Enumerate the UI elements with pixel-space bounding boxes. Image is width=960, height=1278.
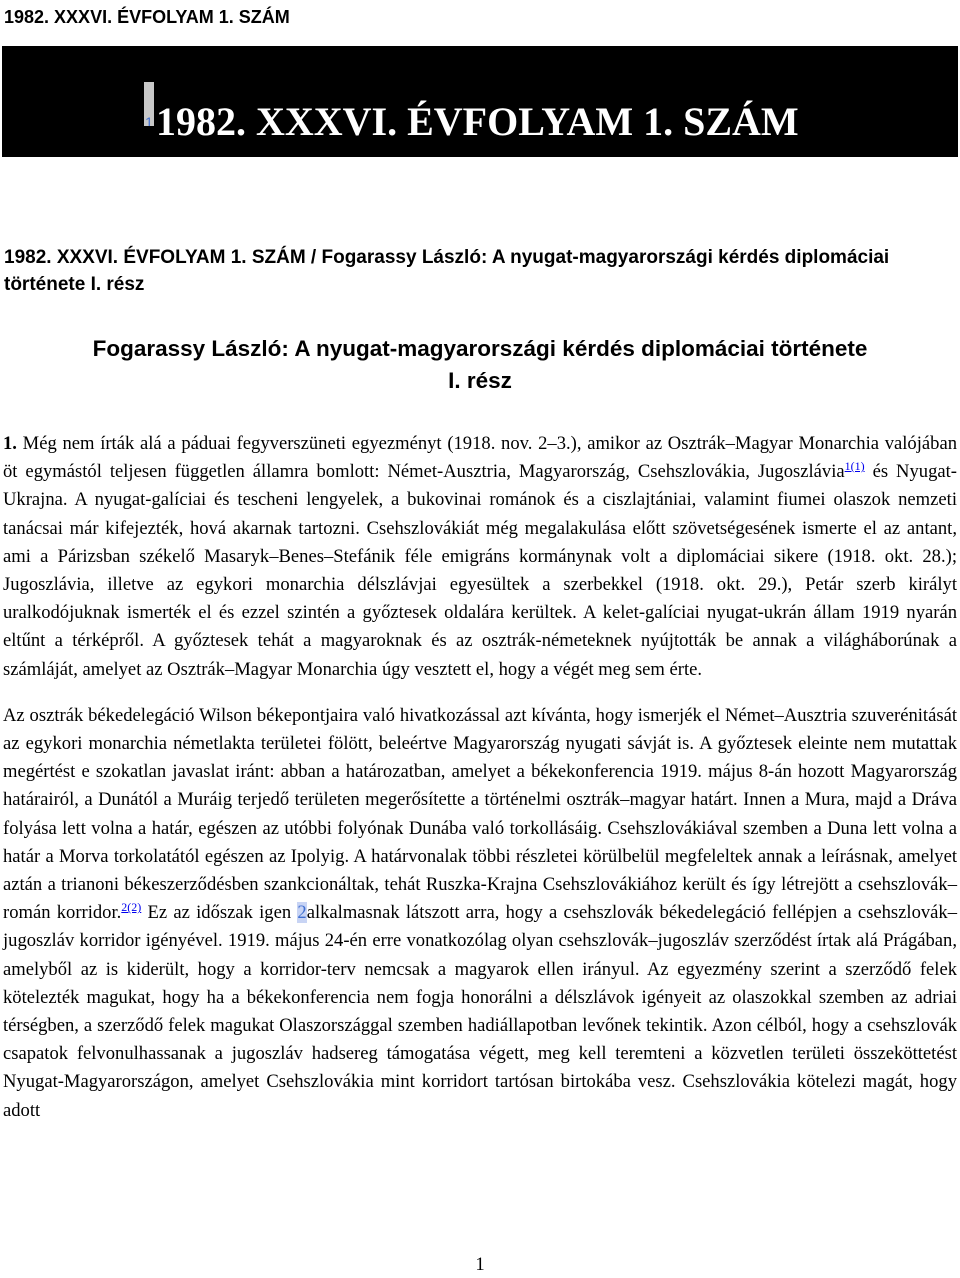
footnote-link-2[interactable]: 2(2) <box>121 900 142 915</box>
breadcrumb: 1982. XXXVI. ÉVFOLYAM 1. SZÁM / Fogarassy László: A nyugat-magyarországi kérdés diplomáciai története I. rész <box>4 247 890 295</box>
page-break-marker[interactable]: 2 <box>297 902 307 924</box>
footnote-ref-1 <box>845 459 865 473</box>
paragraph-2 <box>3 702 957 1125</box>
paragraph-1-text-a: Még nem írták alá a páduai fegyverszüneti egyezményt (1918. nov. 2–3.), amikor az Osztrák–Magyar Monarchia valójában öt egymástól teljesen független államra bomlott: Német-Ausztria, Magyarország, Csehszlovákia, Jugoszlávia <box>3 433 957 483</box>
page-anchor-marker[interactable]: 1 <box>144 82 154 126</box>
footnote-link-1[interactable]: 1(1) <box>844 459 865 474</box>
article-title-part: I. rész <box>448 368 512 393</box>
paragraph-1 <box>3 430 957 684</box>
paragraph-1-text-b: és Nyugat-Ukrajna. A nyugat-galíciai és teschenі lengyelek, a bukovinai románok és a ciszlajtániai, valamint fiumei olaszok nemzeti tanácsai már kifejezték, hová akarnak tartozni. Csehszlovákiát még megalakulása előtt szövetségesének ismerte el az antant, ami a Párizsban székelő Masaryk–Benes–Stefánik féle emigráns kormánynak volt a diplomáciai sikere (1918. okt. 28.); Jugoszlávia, illetve az egykori monarchia délszlávjai egyesültek a szerbekkel (1918. okt. 29.), Petár szerb királyt uralkodójuknak ismerték el és ezzel szintén a győztesek oldalára kerültek. A kelet-galíciai nyugat-ukrán állam 1919 nyarán eltűnt a térképről. A győztesek tehát a magyaroknak és az osztrák-németeknek nyújtották be annak a világháborúnak a számláját, amelyet az Osztrák–Magyar Monarchia úgy vesztett el, hogy a végét meg sem érte. <box>3 461 957 680</box>
article-title-main: Fogarassy László: A nyugat-magyarországi kérdés diplomáciai története <box>92 336 868 361</box>
title-banner <box>2 46 958 157</box>
section-number: 1. <box>3 433 17 454</box>
running-header: 1982. XXXVI. ÉVFOLYAM 1. SZÁM <box>4 7 290 27</box>
paragraph-2-text-c: alkalmasnak látszott arra, hogy a csehszlovák békedelegáció fellépjen a csehszlovák–jugoszláv korridor igényével. 1919. május 24-én erre vonatkozólag olyan csehszlovák–jugoszláv szerződést írtak alá Prágában, amelyből az is kiderült, hogy a korridor-terv nemcsak a magyarok ellen irányul. Az egyezmény szerint a szerződő felek kötelezték magukat, hogy ha a békekonferencia nem fogja honorálni a délszlávok igényeit az olaszokkal szemben az adriai térségben, a szerződő felek magukat Olaszországgal szemben hadiállapotban levőnek tekintik. Azon célból, hogy a csehszlovák csapatok felvonulhassanak a jugoszláv hadsereg támogatása végett, meg kell teremteni a közvetlen területi összeköttetést Nyugat-Magyarországon, amelyet Csehszlovákia mint korridort tartósan birtokába vesz. Csehszlovákia kötelezi magát, hogy adott <box>3 902 958 1121</box>
article-body <box>3 430 957 1125</box>
article-title <box>0 333 960 397</box>
banner-title: 1982. XXXVI. ÉVFOLYAM 1. SZÁM <box>156 99 799 144</box>
page-number: 1 <box>475 1254 485 1275</box>
paragraph-2-text-a: Az osztrák békedelegáció Wilson békepontjaira való hivatkozással azt kívánta, hogy ismerjék el Német–Ausztria szuverénitását az egykori monarchia németlakta területei fölött, beleértve Magyarország nyugati sávját is. A győztesek eleinte nem mutattak megértést e szokatlan javaslat iránt: abban a határozatban, amelyet a békekonferencia 1919. május 8-án hozott Magyarország határairól, a Dunától a Muráig terjedő területen megerősítette a történelmi osztrák–magyar határt. Innen a Mura, majd a Dráva folyása lett volna a határ, egészen az utóbbi folyónak Dunába való torkollásáig. Csehszlovákiával szemben a Duna lett volna a határ a Morva torkolatától egészen az Ipolyig. A határvonalak többi részletei körülbelül megfeleltek annak a leírásnak, amelyet aztán a trianoni békeszerződésben szankcionáltak, tehát Ruszka-Krajna Csehszlovákiához került és így létrejött a csehszlovák–román korridor. <box>3 704 957 924</box>
footnote-ref-2 <box>121 900 141 914</box>
paragraph-2-text-b: Ez az időszak igen <box>141 902 298 924</box>
